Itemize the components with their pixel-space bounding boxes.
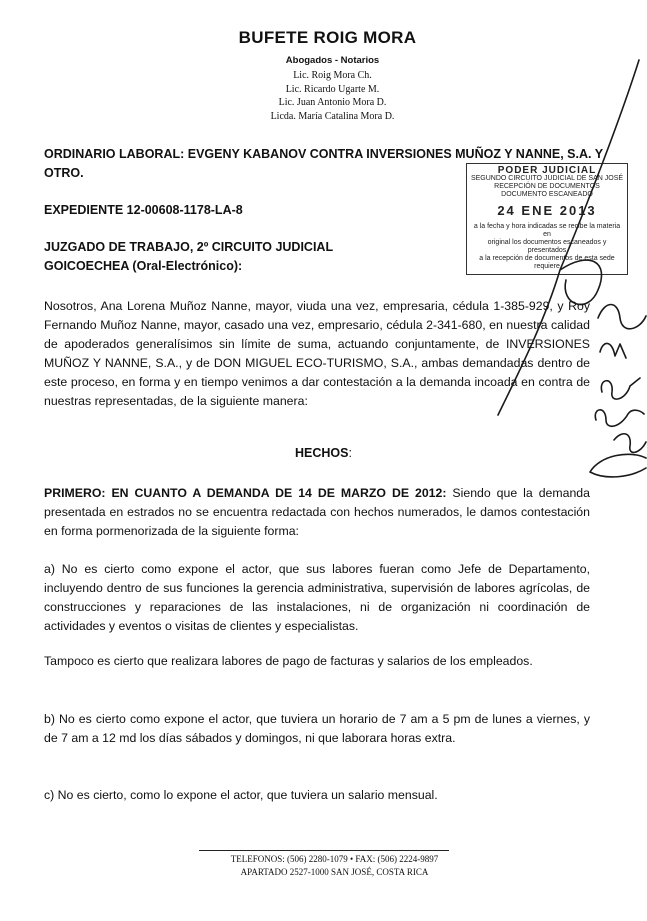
court-line: JUZGADO DE TRABAJO, 2º CIRCUITO JUDICIAL [44, 240, 334, 254]
primero-paragraph [44, 484, 590, 541]
firm-subtitle: Abogados - Notarios [285, 55, 380, 66]
stamp-title: PODER JUDICIAL [497, 165, 597, 176]
stamp-line: SEGUNDO CIRCUITO JUDICIAL DE SAN JOSÉ [470, 175, 624, 182]
primero-lead: PRIMERO: EN CUANTO A DEMANDA DE 14 DE MARZO DE 2012: [44, 486, 447, 500]
court-reception-stamp [466, 163, 628, 275]
footer-phone-line: TELEFONOS: (506) 2280-1079 • FAX: (506) 2224-9897 [230, 854, 439, 864]
hechos-heading-text: HECHOS [295, 446, 349, 460]
lawyer-name: Lic. Juan Antonio Mora D. [278, 97, 387, 108]
item-a-paragraph: a) No es cierto como expone el actor, que sus labores fueran como Jefe de Departamento, incluyendo dentro de sus funciones la gerencia administrativa, supervisión de labores agrícolas, de construcciones y reparaciones de las instalaciones, ni de organización ni coordinación de actividades y eventos o visitas de clientes y especialistas. [44, 562, 590, 633]
footer-address-line: APARTADO 2527-1000 SAN JOSÉ, COSTA RICA [240, 867, 429, 877]
footer-divider [199, 850, 449, 851]
handwritten-initials [595, 410, 644, 426]
case-number: EXPEDIENTE 12-00608-1178-LA-8 [44, 203, 243, 217]
letterhead [0, 28, 647, 123]
lawyer-name: Licda. María Catalina Mora D. [270, 110, 395, 122]
item-b-paragraph: b) No es cierto como expone el actor, que tuviera un horario de 7 am a 5 pm de lunes a viernes, y de 7 am a 12 md los días sábados y domingos, ni que laborara horas extra. [44, 712, 590, 745]
stamp-line: RECEPCIÓN DE DOCUMENTOS [494, 183, 600, 190]
case-title: ORDINARIO LABORAL: EVGENY KABANOV CONTRA INVERSIONES MUÑOZ Y NANNE, S.A. Y OTRO. [44, 147, 603, 180]
handwritten-initials [598, 305, 646, 329]
item-a-continuation: Tampoco es cierto que realizara labores de pago de facturas y salarios de los empleados. [44, 654, 533, 668]
primero-text: Siendo que la demanda presentada en estrados no se encuentra redactada con hechos numerados, le damos contestación en forma pormenorizada de la siguiente forma: [44, 486, 590, 538]
section-heading-hechos [0, 446, 647, 460]
stamp-note: a la recepción de documentos de esta sede requiere [479, 255, 615, 270]
intro-paragraph: Nosotros, Ana Lorena Muñoz Nanne, mayor, viuda una vez, empresaria, cédula 1-385-929, y Roy Fernando Muñoz Nanne, mayor, casado una vez, empresario, cédula 2-341-680, en nuestra calidad de apoderados generalísimos sin límite de suma, actuando conjuntamente, de INVERSIONES MUÑOZ Y NANNE, S.A., y de DON MIGUEL ECO-TURISMO, S.A., ambas demandadas dentro de este proceso, en forma y en tiempo venimos a dar contestación a la demanda incoada en contra de nuestras representadas, de la siguiente manera: [44, 299, 590, 408]
stamp-note: original los documentos escaneados y presentados [487, 239, 607, 254]
court-name [44, 238, 333, 276]
stamp-date: 24 ENE 2013 [497, 203, 597, 218]
stamp-note: a la fecha y hora indicadas se recibe la materia en [473, 223, 621, 238]
stamp-line: DOCUMENTO ESCANEADO [501, 191, 593, 198]
court-line: GOICOECHEA (Oral-Electrónico): [44, 259, 243, 273]
item-c-paragraph: c) No es cierto, como lo expone el actor, que tuviera un salario mensual. [44, 788, 438, 802]
hechos-heading-colon: : [348, 446, 352, 460]
handwritten-initials [601, 378, 640, 399]
lawyer-name: Lic. Ricardo Ugarte M. [285, 83, 380, 95]
firm-name: BUFETE ROIG MORA [238, 28, 417, 47]
footer-contact [0, 850, 647, 879]
handwritten-initials [600, 343, 626, 358]
lawyer-name: Lic. Roig Mora Ch. [293, 70, 372, 81]
lawyer-list [18, 69, 647, 123]
